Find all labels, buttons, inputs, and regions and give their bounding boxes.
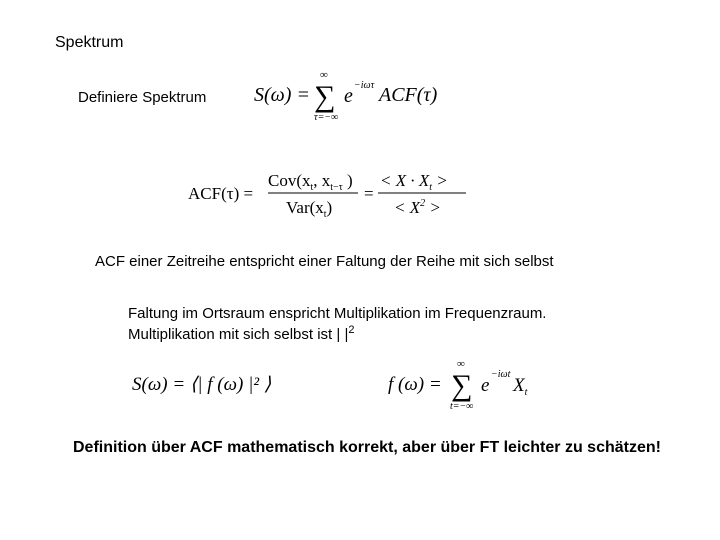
acf-formula xyxy=(186,166,476,224)
spectrum-exp-base: e xyxy=(344,85,353,107)
spectrum-sum-lower: τ=−∞ xyxy=(314,112,339,123)
acf-numerator1: $Cov(x_t$, $x_{t-\tau}$ ) xyxy=(268,171,353,193)
power-spectrum-text: S(ω) = ⟨| f (ω) |² ⟩ xyxy=(132,374,272,395)
power-spectrum-formula xyxy=(130,366,290,400)
svg-text:=: = xyxy=(364,184,374,203)
acf-lhs: ACF(τ) = xyxy=(188,184,254,203)
spectrum-rhs: ACF(τ) xyxy=(379,84,438,106)
fourier-exponent: −iωt xyxy=(491,369,511,380)
conclusion-text: Definition über ACF mathematisch korrekt, aber über FT leichter zu schätzen! xyxy=(73,439,661,456)
fourier-sum-lower: t=−∞ xyxy=(450,401,474,412)
acf-denominator2: < $X^2$ > xyxy=(394,198,441,217)
spectrum-formula xyxy=(252,68,462,126)
spectrum-sum-symbol: ∑ xyxy=(314,80,336,113)
slide-title: Spektrum xyxy=(55,34,124,51)
spectrum-exponent: −iωτ xyxy=(354,80,375,91)
fourier-exp-base: e xyxy=(481,375,490,396)
spectrum-sum-upper: ∞ xyxy=(320,69,328,81)
faltung-line2-exponent: 2 xyxy=(348,324,355,336)
define-spectrum-label: Definiere Spektrum xyxy=(78,89,207,106)
spectrum-lhs: S(ω) = xyxy=(254,84,310,106)
fourier-sum-upper: ∞ xyxy=(457,358,465,370)
fourier-formula xyxy=(386,358,546,416)
fourier-sum-symbol: ∑ xyxy=(451,369,473,402)
acf-denominator1: $Var(x_t)$ xyxy=(286,198,333,220)
fourier-lhs: f (ω) = xyxy=(388,374,442,395)
acf-numerator2: < $X \cdot X_t$ > xyxy=(380,171,448,193)
acf-convolution-sentence: ACF einer Zeitreihe entspricht einer Faltung der Reihe mit sich selbst xyxy=(95,253,554,270)
fourier-rhs: $X_t$ xyxy=(513,375,528,398)
faltung-sentence-line2 xyxy=(128,324,354,343)
faltung-line2-text: Multiplikation mit sich selbst ist | | xyxy=(128,326,349,343)
faltung-sentence-line1: Faltung im Ortsraum enspricht Multiplikation im Frequenzraum. xyxy=(128,305,547,322)
